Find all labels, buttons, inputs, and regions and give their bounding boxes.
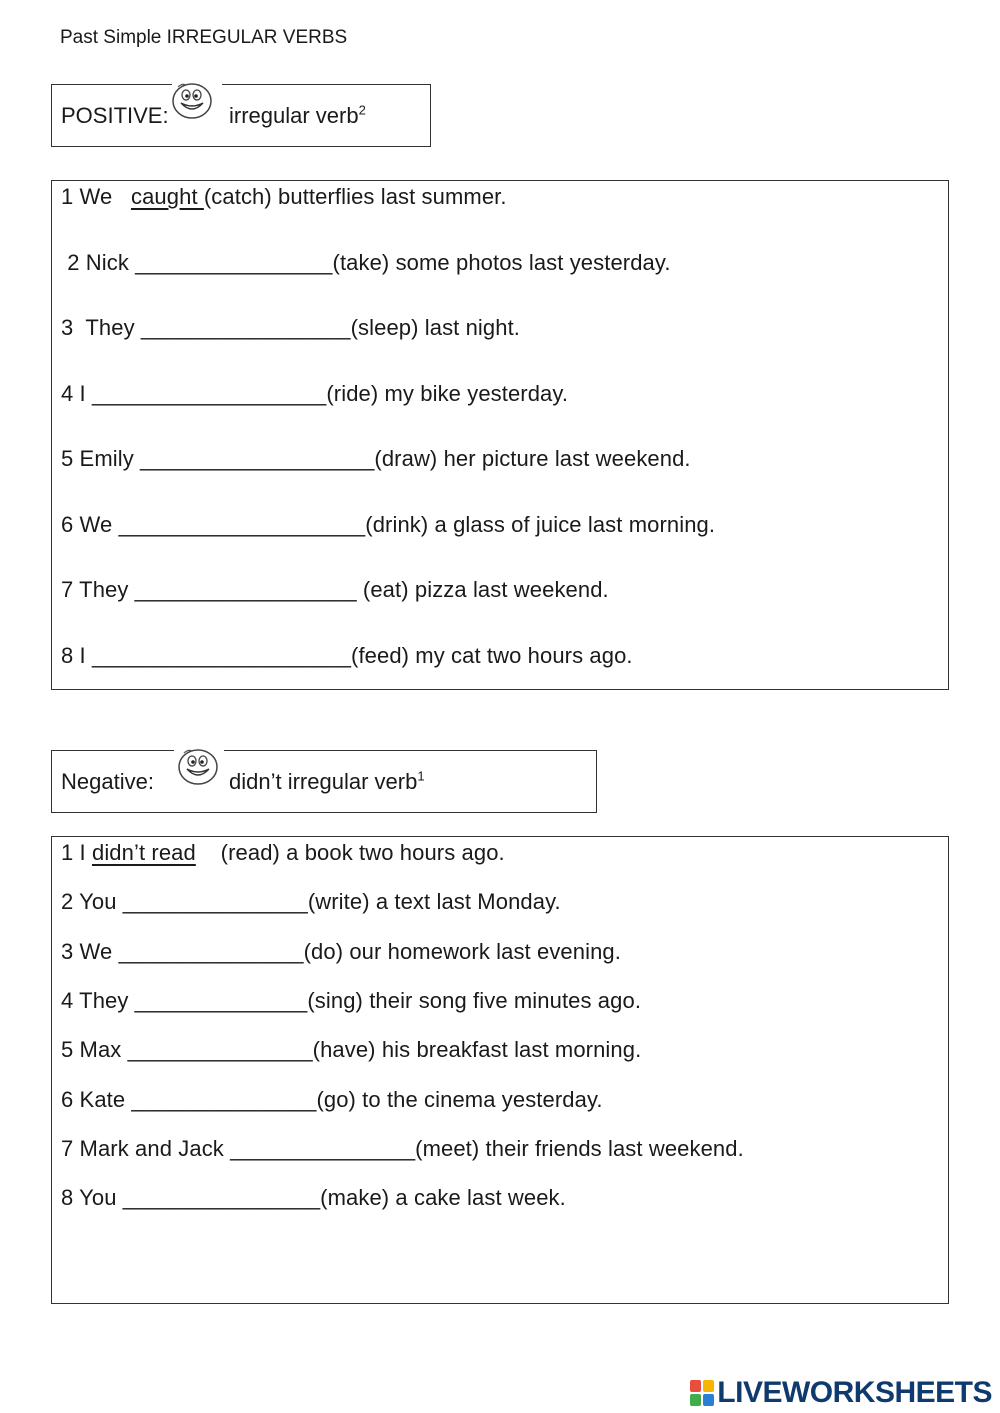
positive-header: [51, 84, 431, 147]
item-prompt: 8 You: [61, 1185, 123, 1211]
item-text: ___________________(ride) my bike yesterday.: [91, 380, 569, 406]
answer-blank[interactable]: didn’t read: [91, 840, 196, 865]
page-title: Past Simple IRREGULAR VERBS: [60, 27, 348, 48]
item-text: _________________(sleep) last night.: [140, 315, 521, 340]
positive-rule: irregular verb$^2$: [229, 102, 366, 128]
negative-label: Negative:: [61, 768, 154, 794]
exercise-item: [61, 939, 621, 965]
negative-header: [51, 750, 597, 813]
negative-rule-sup: 1: [417, 768, 425, 784]
item-prompt: 4 They: [61, 987, 135, 1013]
item-prompt: 8 I: [61, 642, 92, 668]
positive-rule-sup: 2: [358, 102, 366, 118]
negative-rule: didn’t irregular verb$^1$: [229, 768, 425, 794]
item-text: __________________ (eat) pizza last weekend.: [134, 577, 609, 602]
item-prompt: 2 Nick: [61, 249, 136, 275]
exercise-item: [61, 184, 507, 210]
item-prompt: 7 They: [61, 577, 135, 602]
exercise-item: [61, 512, 715, 538]
exercise-item: [61, 315, 520, 341]
exercise-item: [61, 840, 505, 866]
item-text: _______________(write) a text last Monday.: [122, 889, 561, 915]
liveworksheets-logo: [690, 1376, 992, 1410]
item-prompt: 1 I: [61, 840, 92, 865]
item-prompt: 2 You: [61, 889, 123, 915]
exercise-item: [61, 1136, 744, 1162]
item-text: (catch) butterflies last summer.: [203, 184, 507, 209]
smiley-face-icon: [170, 79, 214, 121]
item-text: (read) a book two hours ago.: [195, 840, 505, 865]
item-text: ______________(sing) their song five minutes ago.: [134, 987, 642, 1013]
item-text: _______________(have) his breakfast last morning.: [127, 1037, 642, 1063]
item-prompt: 4 I: [61, 380, 92, 406]
exercise-item: [61, 889, 561, 915]
answer-blank[interactable]: caught: [131, 184, 204, 209]
exercise-item: [61, 1037, 641, 1063]
liveworksheets-logo-icon: [690, 1380, 714, 1406]
exercise-item: [61, 446, 691, 472]
item-text: ________________(take) some photos last yesterday.: [135, 249, 671, 275]
item-prompt: 5 Emily: [61, 446, 141, 471]
item-text: _______________(meet) their friends last weekend.: [230, 1135, 744, 1161]
exercise-item: [61, 250, 671, 276]
positive-exercise-box: [51, 180, 949, 690]
item-text: _______________(go) to the cinema yesterday.: [131, 1086, 603, 1112]
item-prompt: 1 We: [61, 184, 131, 209]
exercise-item: [61, 1185, 566, 1211]
item-prompt: 3 We: [61, 938, 119, 964]
item-text: ____________________(drink) a glass of juice last morning.: [118, 511, 716, 537]
item-text: _______________(do) our homework last evening.: [118, 938, 621, 964]
negative-exercise-box: [51, 836, 949, 1304]
smiley-face-icon: [176, 745, 220, 787]
exercise-item: [61, 1087, 603, 1113]
exercise-item: [61, 988, 641, 1014]
item-prompt: 7 Mark and Jack: [61, 1135, 231, 1161]
logo-text: LIVEWORKSHEETS: [717, 1376, 992, 1409]
item-prompt: 6 We: [61, 511, 119, 537]
exercise-item: [61, 577, 609, 603]
exercise-item: [61, 643, 633, 669]
item-text: ___________________(draw) her picture last weekend.: [140, 446, 691, 471]
item-prompt: 6 Kate: [61, 1086, 132, 1112]
item-prompt: 5 Max: [61, 1037, 128, 1063]
exercise-item: [61, 381, 568, 407]
item-text: ________________(make) a cake last week.: [122, 1185, 566, 1211]
positive-label: POSITIVE:: [61, 102, 169, 128]
item-prompt: 3 They: [61, 315, 141, 340]
item-text: _____________________(feed) my cat two hours ago.: [91, 642, 633, 668]
